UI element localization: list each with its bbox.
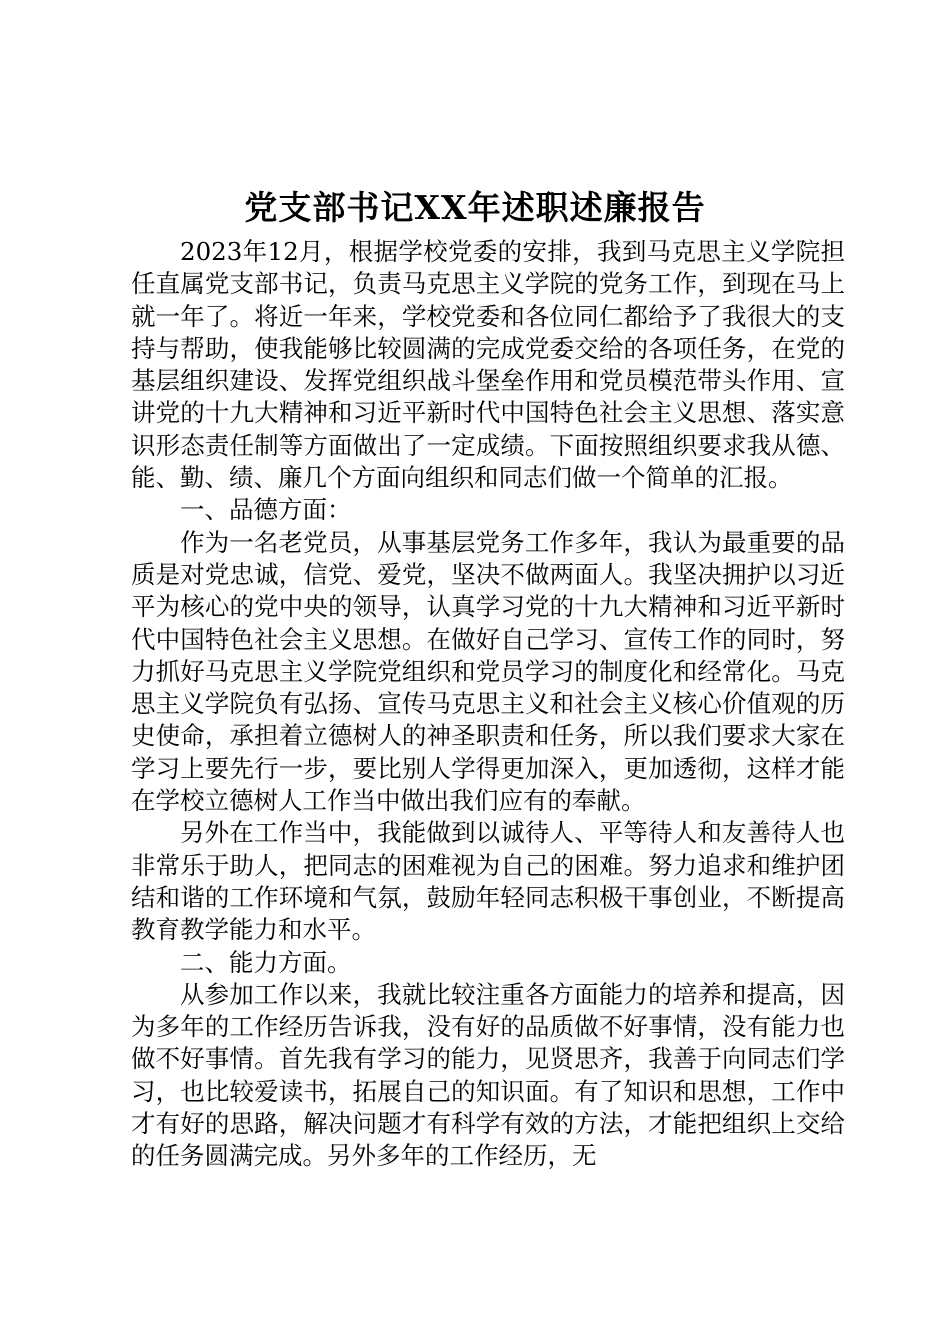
paragraph-ability-1: 从参加工作以来，我就比较注重各方面能力的培养和提高，因为多年的工作经历告诉我，没有好的品质做不好事情，没有能力也做不好事情。首先我有学习的能力，见贤思齐，我善于向同志们学习，也比较爱读书，拓展自己的知识面。有了知识和思想，工作中才有好的思路，解决问题才有科学有效的方法，才能把组织上交给的任务圆满完成。另外多年的工作经历，无 [131, 979, 845, 1171]
paragraph-intro: 2023年12月，根据学校党委的安排，我到马克思主义学院担任直属党支部书记，负责马克思主义学院的党务工作，到现在马上就一年了。将近一年来，学校党委和各位同仁都给予了我很大的支持与帮助，使我能够比较圆满的完成党委交给的各项任务，在党的基层组织建设、发挥党组织战斗堡垒作用和党员模范带头作用、宣讲党的十九大精神和习近平新时代中国特色社会主义思想、落实意识形态责任制等方面做出了一定成绩。下面按照组织要求我从德、能、勤、绩、廉几个方面向组织和同志们做一个简单的汇报。 [131, 237, 845, 493]
document-title: 党支部书记XX年述职述廉报告 [244, 188, 706, 227]
paragraph-morality-2: 另外在工作当中，我能做到以诚待人、平等待人和友善待人也非常乐于助人，把同志的困难视为自己的困难。努力追求和维护团结和谐的工作环境和气氛，鼓励年轻同志积极干事创业，不断提高教育教学能力和水平。 [131, 818, 845, 945]
document-body [131, 236, 845, 1173]
section-heading-ability: 二、能力方面。 [180, 947, 352, 977]
paragraph-morality-1: 作为一名老党员，从事基层党务工作多年，我认为最重要的品质是对党忠诚，信党、爱党，坚决不做两面人。我坚决拥护以习近平为核心的党中央的领导，认真学习党的十九大精神和习近平新时代中国特色社会主义思想。在做好自己学习、宣传工作的同时，努力抓好马克思主义学院党组织和党员学习的制度化和经常化。马克思主义学院负有弘扬、宣传马克思主义和社会主义核心价值观的历史使命，承担着立德树人的神圣职责和任务，所以我们要求大家在学习上要先行一步，要比别人学得更加深入，更加透彻，这样才能在学校立德树人工作当中做出我们应有的奉献。 [131, 527, 845, 816]
section-heading-morality: 一、品德方面： [180, 495, 352, 525]
